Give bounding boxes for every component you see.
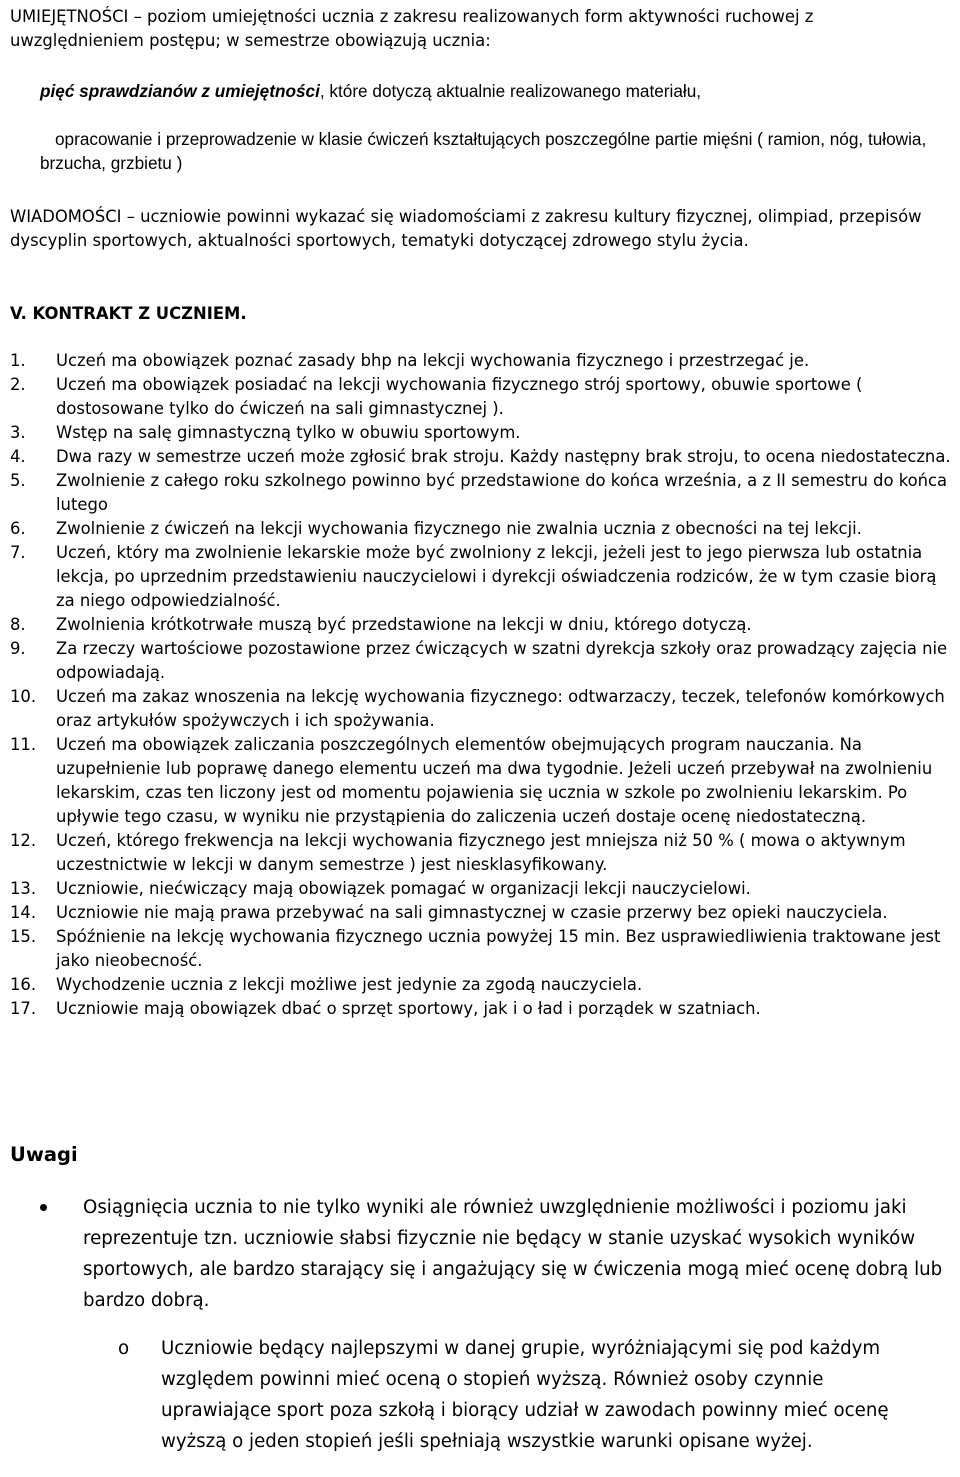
rule-text: Dwa razy w semestrze uczeń może zgłosić brak stroju. Każdy następny brak stroju, to ocena niedostateczna.: [56, 447, 951, 466]
contract-rule-item: [10, 973, 955, 997]
rule-text: Spóźnienie na lekcję wychowania fizycznego ucznia powyżej 15 min. Bez usprawiedliwienia traktowane jest jako nieobecność.: [56, 927, 941, 970]
contract-rule-item: [10, 637, 955, 685]
rule-number: 7.: [10, 543, 26, 562]
rule-text: Wstęp na salę gimnastyczną tylko w obuwiu sportowym.: [56, 423, 521, 442]
rule-text: Uczeń ma obowiązek poznać zasady bhp na lekcji wychowania fizycznego i przestrzegać je.: [56, 351, 810, 370]
uwagi-sub-item: [118, 1333, 918, 1457]
rule-number: 12.: [10, 831, 37, 850]
rule-number: 4.: [10, 447, 26, 466]
rule-text: Za rzeczy wartościowe pozostawione przez ćwiczących w szatni dyrekcja szkoły oraz prowadzący zajęcia nie odpowiadają.: [56, 639, 948, 682]
rule-number: 1.: [10, 351, 26, 370]
contract-rule-item: [10, 421, 955, 445]
rule-number: 9.: [10, 639, 26, 658]
rule-number: 8.: [10, 615, 26, 634]
circle-bullet-icon: o: [118, 1338, 130, 1359]
contract-rule-item: [10, 877, 955, 901]
rule-text: Uczniowie, niećwiczący mają obowiązek pomagać w organizacji lekcji nauczycielowi.: [56, 879, 751, 898]
rule-text: Uczeń, który ma zwolnienie lekarskie może być zwolniony z lekcji, jeżeli jest to jego pierwsza lub ostatnia lekcja, po uprzednim przedstawieniu nauczycielowi i dyrekcji oświadczenia rodziców, że w tym czasie biorą za niego odpowiedzialność.: [56, 543, 937, 610]
rule-text: Uczeń ma zakaz wnoszenia na lekcję wychowania fizycznego: odtwarzaczy, teczek, telefonów komórkowych oraz artykułów spożywczych i ich spożywania.: [56, 687, 945, 730]
rule-number: 16.: [10, 975, 37, 994]
rule-number: 14.: [10, 903, 37, 922]
rule-text: Wychodzenie ucznia z lekcji możliwe jest jedynie za zgodą nauczyciela.: [56, 975, 643, 994]
rule-number: 5.: [10, 471, 26, 490]
contract-rule-item: [10, 925, 955, 973]
rule-text: Uczniowie nie mają prawa przebywać na sali gimnastycznej w czasie przerwy bez opieki nauczyciela.: [56, 903, 888, 922]
contract-rule-item: [10, 613, 955, 637]
contract-rule-item: [10, 469, 955, 517]
contract-rule-item: [10, 901, 955, 925]
contract-rule-item: [10, 349, 955, 373]
sprawdziany-rest: , które dotyczą aktualnie realizowanego materiału,: [319, 81, 702, 101]
rule-text: Uczeń, którego frekwencja na lekcji wychowania fizycznego jest mniejsza niż 50 % ( mowa o aktywnym uczestnictwie w lekcji w danym semestrze ) jest niesklasyfikowany.: [56, 831, 906, 874]
rule-number: 2.: [10, 375, 26, 394]
rule-number: 3.: [10, 423, 26, 442]
bullet-icon: [40, 1204, 47, 1211]
contract-rule-item: [10, 445, 955, 469]
section-heading: V. KONTRAKT Z UCZNIEM.: [10, 304, 247, 323]
sprawdziany-item: [40, 79, 940, 103]
contract-rule-item: [10, 685, 955, 733]
rule-text: Uczniowie mają obowiązek dbać o sprzęt sportowy, jak i o ład i porządek w szatniach.: [56, 999, 761, 1018]
rule-text: Uczeń ma obowiązek zaliczania poszczególnych elementów obejmujących program nauczania. Na uzupełnienie lub poprawę danego elementu uczeń ma dwa tygodnie. Jeżeli uczeń przebywał na zwolnieniu lekarskim, czas ten liczony jest od momentu pojawienia się ucznia w szkole po zwolnieniu lekarskim. Po upływie tego czasu, w wyniku nie przystąpienia do zaliczenia uczeń dostaje ocenę niedostateczną.: [56, 735, 933, 826]
contract-rule-item: [10, 541, 955, 613]
wiadomosci-paragraph: WIADOMOŚCI – uczniowie powinni wykazać się wiadomościami z zakresu kultury fizycznej, olimpiad, przepisów dyscyplin sportowych, aktualności sportowych, tematyki dotyczącej zdrowego stylu życia.: [10, 207, 922, 250]
rule-text: Uczeń ma obowiązek posiadać na lekcji wychowania fizycznego strój sportowy, obuwie sportowe ( dostosowane tylko do ćwiczeń na sali gimnastycznej ).: [56, 375, 863, 418]
uwagi-heading: Uwagi: [10, 1143, 78, 1166]
rule-number: 11.: [10, 735, 37, 754]
rule-text: Zwolnienia krótkotrwałe muszą być przedstawione na lekcji w dniu, którego dotyczą.: [56, 615, 752, 634]
sprawdziany-bold: pięć sprawdzianów z umiejętności: [40, 81, 320, 101]
contract-rule-item: [10, 997, 955, 1021]
rule-number: 13.: [10, 879, 37, 898]
umiejetnosci-paragraph: UMIEJĘTNOŚCI – poziom umiejętności ucznia z zakresu realizowanych form aktywności ruchowej z uwzględnieniem postępu; w semestrze obowiązują ucznia:: [10, 7, 814, 50]
uwagi-sub-text: Uczniowie będący najlepszymi w danej grupie, wyróżniającymi się pod każdym względem powinni mieć oceną o stopień wyższą. Również osoby czynnie uprawiające sport poza szkołą i biorący udział w zawodach powinny mieć ocenę wyższą o jeden stopień jeśli spełniają wszystkie warunki opisane wyżej.: [161, 1338, 889, 1452]
contract-rule-item: [10, 373, 955, 421]
contract-rule-item: [10, 517, 955, 541]
rule-number: 6.: [10, 519, 26, 538]
opracowanie-item: opracowanie i przeprowadzenie w klasie ćwiczeń kształtujących poszczególne partie mięśni ( ramion, nóg, tułowia, brzucha, grzbietu ): [40, 129, 927, 173]
rule-number: 17.: [10, 999, 37, 1018]
rule-text: Zwolnienie z całego roku szkolnego powinno być przedstawione do końca września, a z II semestru do końca lutego: [56, 471, 948, 514]
contract-rules-list: [10, 349, 955, 1021]
uwagi-bullet-item: [40, 1192, 955, 1316]
uwagi-bullet-text: Osiągnięcia ucznia to nie tylko wyniki ale również uwzględnienie możliwości i poziomu jaki reprezentuje tzn. uczniowie słabsi fizycznie nie będący w stanie uzyskać wysokich wyników sportowych, ale bardzo starający się i angażujący się w ćwiczenia mogą mieć ocenę dobrą lub bardzo dobrą.: [83, 1197, 943, 1311]
rule-text: Zwolnienie z ćwiczeń na lekcji wychowania fizycznego nie zwalnia ucznia z obecności na tej lekcji.: [56, 519, 862, 538]
rule-number: 15.: [10, 927, 37, 946]
contract-rule-item: [10, 733, 955, 829]
rule-number: 10.: [10, 687, 37, 706]
contract-rule-item: [10, 829, 955, 877]
